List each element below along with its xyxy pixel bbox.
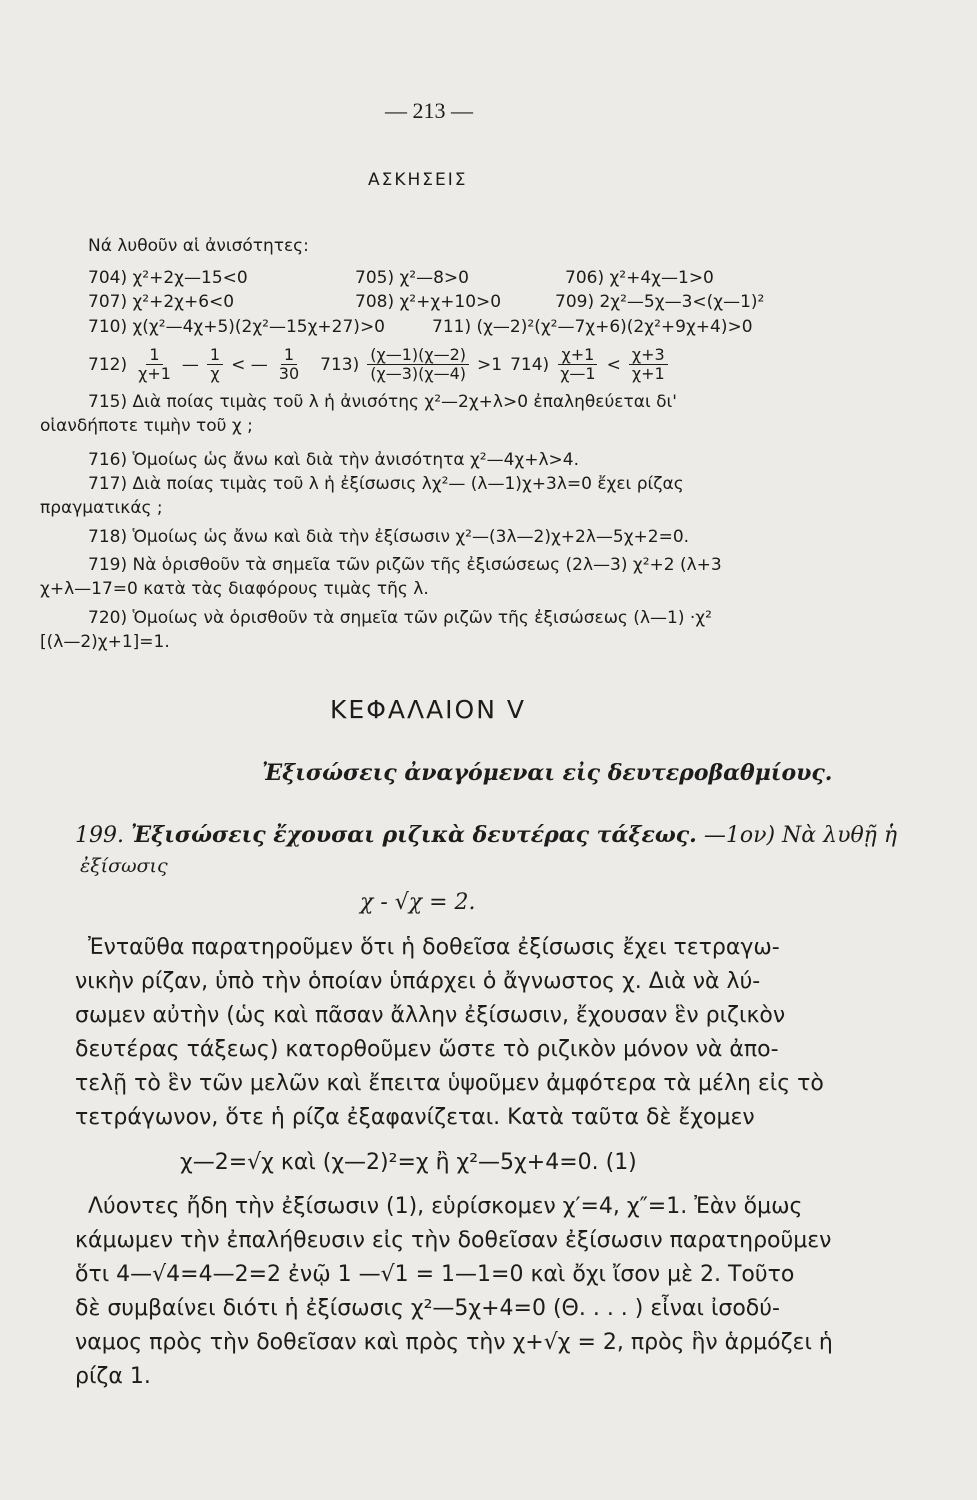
- exercise-707: 707) χ²+2χ+6<0: [88, 292, 235, 312]
- exercise-718: 718) Ὁμοίως ὡς ἄνω καὶ διὰ τὴν ἐξίσωσιν χ²—(3λ—2)χ+2λ—5χ+2=0.: [88, 527, 690, 547]
- section-rest: —1ον) Νὰ λυθῇ ἡ: [703, 823, 898, 848]
- minus-sign: —: [181, 354, 199, 375]
- fraction-denominator: (χ—3)(χ—4): [370, 364, 467, 383]
- fraction-row: [88, 346, 668, 383]
- exercises-intro: Νά λυθοῦν αἱ ἀνισότητες:: [88, 236, 309, 256]
- paragraph-2-line: ρίζα 1.: [75, 1364, 151, 1389]
- exercise-709: 709) 2χ²—5χ—3<(χ—1)²: [555, 292, 765, 312]
- fraction-712-a: [135, 346, 174, 383]
- section-heading-line2: ἐξίσωσις: [80, 855, 168, 877]
- paragraph-1-line: Ἐνταῦθα παρατηροῦμεν ὅτι ἡ δοθεῖσα ἐξίσωσις ἔχει τετραγω-: [88, 935, 780, 960]
- chapter-title: ΚΕΦΑΛΑΙΟΝ V: [330, 695, 526, 724]
- fraction-numerator: 1: [207, 346, 223, 365]
- less-than-sign: <: [606, 354, 621, 375]
- fraction-numerator: 1: [146, 346, 162, 365]
- fraction-712-b: [207, 346, 223, 383]
- exercise-711: 711) (χ—2)²(χ²—7χ+6)(2χ²+9χ+4)>0: [432, 317, 753, 337]
- fraction-712-c: [276, 346, 302, 383]
- fraction-denominator: χ: [210, 364, 220, 383]
- exercise-715-line2: οἱανδήποτε τιμὴν τοῦ χ ;: [40, 416, 253, 436]
- page-number: — 213 —: [385, 98, 473, 123]
- exercise-714-number: 714): [510, 354, 550, 375]
- fraction-denominator: χ—1: [560, 364, 596, 383]
- paragraph-2-line: ναμος πρὸς τὴν δοθεῖσαν καὶ πρὸς τὴν χ+√χ = 2, πρὸς ἣν ἁρμόζει ἡ: [75, 1330, 833, 1355]
- paragraph-1-line: νικὴν ρίζαν, ὑπὸ τὴν ὁποίαν ὑπάρχει ὁ ἄγνωστος χ. Διὰ νὰ λύ-: [75, 969, 761, 994]
- fraction-denominator: χ+1: [631, 364, 665, 383]
- fraction-714-a: [557, 346, 598, 383]
- paragraph-2-line: δὲ συμβαίνει διότι ἡ ἐξίσωσις χ²—5χ+4=0 (Θ. . . . ) εἶναι ἰσοδύ-: [75, 1296, 780, 1321]
- exercise-708: 708) χ²+χ+10>0: [355, 292, 502, 312]
- fraction-714-b: [629, 346, 668, 383]
- section-title: Ἐξισώσεις ἔχουσαι ριζικὰ δευτέρας τάξεως.: [130, 822, 697, 848]
- paragraph-1-line: δευτέρας τάξεως) κατορθοῦμεν ὥστε τὸ ριζικὸν μόνον νὰ ἀπο-: [75, 1037, 779, 1062]
- less-than-minus: < —: [231, 354, 268, 375]
- exercise-706: 706) χ²+4χ—1>0: [565, 268, 714, 288]
- chapter-subtitle: Ἐξισώσεις ἀναγόμεναι εἰς δευτεροβαθμίους.: [262, 760, 833, 786]
- exercise-716: 716) Ὁμοίως ὡς ἄνω καὶ διὰ τὴν ἀνισότητα χ²—4χ+λ>4.: [88, 450, 580, 470]
- greater-than-one: >1: [477, 354, 503, 375]
- exercise-712-number: 712): [88, 354, 128, 375]
- section-heading: [75, 822, 897, 848]
- exercise-715-line1: 715) Διὰ ποίας τιμὰς τοῦ λ ἡ ἀνισότης χ²—2χ+λ>0 ἐπαληθεύεται δι': [88, 392, 677, 412]
- exercise-713-number: 713): [320, 354, 360, 375]
- paragraph-2-line: ὅτι 4—√4=4—2=2 ἐνῷ 1 —√1 = 1—1=0 καὶ ὄχι ἴσον μὲ 2. Τοῦτο: [75, 1262, 795, 1287]
- fraction-numerator: χ+3: [629, 346, 668, 365]
- exercise-717-line2: πραγματικάς ;: [40, 498, 163, 518]
- paragraph-1-line: τετράγωνον, ὅτε ἡ ρίζα ἐξαφανίζεται. Κατὰ ταῦτα δὲ ἔχομεν: [75, 1105, 755, 1130]
- exercise-720-line2: [(λ—2)χ+1]=1.: [40, 632, 170, 652]
- paragraph-1-line: σωμεν αὐτὴν (ὡς καὶ πᾶσαν ἄλλην ἐξίσωσιν, ἔχουσαν ἓν ριζικὸν: [75, 1003, 786, 1028]
- exercise-720-line1: 720) Ὁμοίως νὰ ὁρισθοῦν τὰ σημεῖα τῶν ριζῶν τῆς ἐξισώσεως (λ—1) ·χ²: [88, 608, 712, 628]
- fraction-denominator: χ+1: [138, 364, 171, 383]
- fraction-numerator: χ+1: [558, 346, 597, 365]
- fraction-denominator: 30: [278, 364, 300, 383]
- exercise-704: 704) χ²+2χ—15<0: [88, 268, 248, 288]
- fraction-numerator: 1: [281, 346, 297, 365]
- exercise-717-line1: 717) Διὰ ποίας τιμὰς τοῦ λ ἡ ἐξίσωσις λχ²— (λ—1)χ+3λ=0 ἔχει ρίζας: [88, 474, 684, 494]
- exercise-719-line2: χ+λ—17=0 κατὰ τὰς διαφόρους τιμὰς τῆς λ.: [40, 579, 429, 599]
- section-number: 199.: [75, 823, 124, 848]
- paragraph-1-line: τελῇ τὸ ἓν τῶν μελῶν καὶ ἔπειτα ὑψοῦμεν ἀμφότερα τὰ μέλη εἰς τὸ: [75, 1071, 824, 1096]
- fraction-713: [367, 346, 469, 383]
- main-equation: χ - √χ = 2.: [360, 890, 476, 915]
- exercises-heading: ΑΣΚΗΣΕΙΣ: [368, 170, 468, 190]
- paragraph-2-line: Λύοντες ἤδη τὴν ἐξίσωσιν (1), εὑρίσκομεν χ′=4, χ″=1. Ἐὰν ὅμως: [88, 1194, 803, 1219]
- exercise-705: 705) χ²—8>0: [355, 268, 469, 288]
- exercise-719-line1: 719) Νὰ ὁρισθοῦν τὰ σημεῖα τῶν ριζῶν τῆς ἐξισώσεως (2λ—3) χ²+2 (λ+3: [88, 555, 722, 575]
- fraction-numerator: (χ—1)(χ—2): [367, 346, 469, 365]
- exercise-710: 710) χ(χ²—4χ+5)(2χ²—15χ+27)>0: [88, 317, 386, 337]
- derived-equation: χ—2=√χ καὶ (χ—2)²=χ ἢ χ²—5χ+4=0. (1): [180, 1150, 637, 1175]
- paragraph-2-line: κάμωμεν τὴν ἐπαλήθευσιν εἰς τὴν δοθεῖσαν ἐξίσωσιν παρατηροῦμεν: [75, 1228, 832, 1253]
